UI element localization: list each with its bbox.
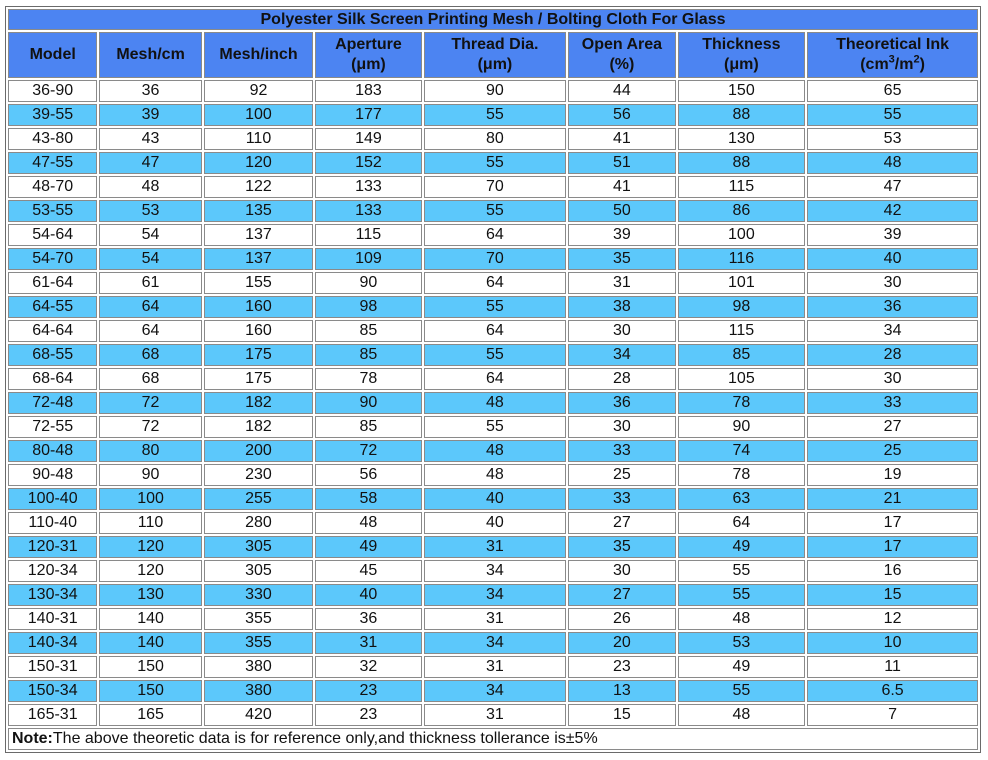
- cell-model: 165-31: [8, 704, 97, 726]
- header-model: Model: [8, 32, 97, 78]
- cell-mesh-cm: 140: [99, 632, 201, 654]
- cell-mesh-inch: 182: [204, 416, 313, 438]
- cell-thread-dia: 55: [424, 152, 567, 174]
- cell-thickness: 86: [678, 200, 806, 222]
- cell-mesh-inch: 380: [204, 656, 313, 678]
- cell-aperture: 90: [315, 392, 421, 414]
- cell-aperture: 72: [315, 440, 421, 462]
- cell-thickness: 101: [678, 272, 806, 294]
- cell-model: 64-64: [8, 320, 97, 342]
- cell-thread-dia: 31: [424, 608, 567, 630]
- header-open-l1: Open Area: [581, 36, 663, 53]
- cell-theoretical-ink: 12: [807, 608, 978, 630]
- cell-mesh-inch: 135: [204, 200, 313, 222]
- header-aperture-l1: Aperture: [335, 36, 402, 53]
- cell-mesh-inch: 160: [204, 296, 313, 318]
- cell-theoretical-ink: 7: [807, 704, 978, 726]
- cell-open-area: 35: [568, 536, 675, 558]
- cell-mesh-cm: 110: [99, 512, 201, 534]
- cell-thread-dia: 55: [424, 296, 567, 318]
- cell-thread-dia: 40: [424, 488, 567, 510]
- header-aperture-l2: (μm): [351, 56, 386, 73]
- cell-model: 140-31: [8, 608, 97, 630]
- cell-open-area: 41: [568, 176, 675, 198]
- cell-theoretical-ink: 65: [807, 80, 978, 102]
- cell-thickness: 98: [678, 296, 806, 318]
- table-row: [8, 224, 978, 246]
- table-row: [8, 80, 978, 102]
- cell-mesh-cm: 130: [99, 584, 201, 606]
- table-row: [8, 584, 978, 606]
- header-row: [8, 32, 978, 78]
- cell-aperture: 177: [315, 104, 421, 126]
- cell-thread-dia: 90: [424, 80, 567, 102]
- header-thickness: [678, 32, 806, 78]
- cell-aperture: 152: [315, 152, 421, 174]
- cell-thickness: 130: [678, 128, 806, 150]
- cell-open-area: 31: [568, 272, 675, 294]
- cell-mesh-cm: 47: [99, 152, 201, 174]
- ink-unit-b: /m: [894, 56, 914, 73]
- cell-mesh-inch: 305: [204, 560, 313, 582]
- cell-mesh-cm: 39: [99, 104, 201, 126]
- cell-mesh-cm: 90: [99, 464, 201, 486]
- cell-open-area: 44: [568, 80, 675, 102]
- cell-model: 43-80: [8, 128, 97, 150]
- table-row: [8, 392, 978, 414]
- cell-thickness: 48: [678, 608, 806, 630]
- cell-mesh-inch: 380: [204, 680, 313, 702]
- cell-open-area: 25: [568, 464, 675, 486]
- cell-thickness: 48: [678, 704, 806, 726]
- cell-thread-dia: 64: [424, 272, 567, 294]
- cell-open-area: 27: [568, 584, 675, 606]
- cell-mesh-inch: 120: [204, 152, 313, 174]
- table-row: [8, 440, 978, 462]
- cell-model: 130-34: [8, 584, 97, 606]
- header-mesh-cm: Mesh/cm: [99, 32, 201, 78]
- table-row: [8, 656, 978, 678]
- cell-open-area: 51: [568, 152, 675, 174]
- cell-mesh-cm: 61: [99, 272, 201, 294]
- cell-thickness: 78: [678, 392, 806, 414]
- ink-unit-c: ): [919, 56, 925, 73]
- ink-unit-sup2: 2: [913, 53, 920, 66]
- cell-model: 61-64: [8, 272, 97, 294]
- header-thread-dia: [424, 32, 567, 78]
- cell-thread-dia: 64: [424, 368, 567, 390]
- cell-model: 54-64: [8, 224, 97, 246]
- table-row: [8, 344, 978, 366]
- cell-aperture: 85: [315, 320, 421, 342]
- cell-aperture: 78: [315, 368, 421, 390]
- table-row: [8, 368, 978, 390]
- cell-thread-dia: 70: [424, 176, 567, 198]
- note-text: The above theoretic data is for reference only,and thickness tollerance is±5%: [52, 730, 598, 747]
- cell-open-area: 36: [568, 392, 675, 414]
- cell-aperture: 85: [315, 416, 421, 438]
- table-row: [8, 200, 978, 222]
- cell-thickness: 88: [678, 104, 806, 126]
- cell-theoretical-ink: 34: [807, 320, 978, 342]
- cell-theoretical-ink: 11: [807, 656, 978, 678]
- cell-model: 120-34: [8, 560, 97, 582]
- cell-theoretical-ink: 30: [807, 368, 978, 390]
- cell-thread-dia: 55: [424, 416, 567, 438]
- cell-thickness: 49: [678, 656, 806, 678]
- cell-thickness: 49: [678, 536, 806, 558]
- table-body: [8, 80, 978, 726]
- cell-mesh-inch: 182: [204, 392, 313, 414]
- cell-thickness: 116: [678, 248, 806, 270]
- cell-aperture: 23: [315, 704, 421, 726]
- mesh-spec-table: [5, 6, 981, 753]
- cell-thickness: 74: [678, 440, 806, 462]
- table-row: [8, 536, 978, 558]
- cell-mesh-inch: 175: [204, 368, 313, 390]
- cell-theoretical-ink: 10: [807, 632, 978, 654]
- cell-thickness: 78: [678, 464, 806, 486]
- cell-thread-dia: 34: [424, 632, 567, 654]
- cell-aperture: 48: [315, 512, 421, 534]
- cell-thread-dia: 31: [424, 704, 567, 726]
- cell-model: 120-31: [8, 536, 97, 558]
- cell-mesh-inch: 175: [204, 344, 313, 366]
- cell-open-area: 33: [568, 488, 675, 510]
- header-ink-l2: [860, 53, 925, 73]
- cell-theoretical-ink: 30: [807, 272, 978, 294]
- cell-mesh-inch: 330: [204, 584, 313, 606]
- table-row: [8, 296, 978, 318]
- cell-model: 150-34: [8, 680, 97, 702]
- table-row: [8, 488, 978, 510]
- cell-aperture: 90: [315, 272, 421, 294]
- table-row: [8, 152, 978, 174]
- cell-thread-dia: 55: [424, 344, 567, 366]
- cell-aperture: 36: [315, 608, 421, 630]
- cell-mesh-cm: 36: [99, 80, 201, 102]
- table-row: [8, 680, 978, 702]
- cell-mesh-cm: 54: [99, 224, 201, 246]
- cell-theoretical-ink: 33: [807, 392, 978, 414]
- cell-theoretical-ink: 17: [807, 536, 978, 558]
- cell-aperture: 183: [315, 80, 421, 102]
- cell-theoretical-ink: 27: [807, 416, 978, 438]
- cell-open-area: 27: [568, 512, 675, 534]
- cell-aperture: 32: [315, 656, 421, 678]
- cell-theoretical-ink: 48: [807, 152, 978, 174]
- cell-mesh-inch: 155: [204, 272, 313, 294]
- cell-open-area: 39: [568, 224, 675, 246]
- spec-table-container: [5, 6, 981, 753]
- cell-mesh-cm: 68: [99, 344, 201, 366]
- cell-thickness: 115: [678, 320, 806, 342]
- cell-theoretical-ink: 17: [807, 512, 978, 534]
- cell-theoretical-ink: 28: [807, 344, 978, 366]
- cell-thread-dia: 70: [424, 248, 567, 270]
- cell-thickness: 115: [678, 176, 806, 198]
- cell-model: 150-31: [8, 656, 97, 678]
- table-row: [8, 632, 978, 654]
- cell-thread-dia: 34: [424, 584, 567, 606]
- table-row: [8, 512, 978, 534]
- cell-mesh-cm: 64: [99, 320, 201, 342]
- cell-thread-dia: 48: [424, 440, 567, 462]
- cell-thread-dia: 55: [424, 200, 567, 222]
- cell-mesh-inch: 355: [204, 632, 313, 654]
- cell-mesh-cm: 120: [99, 560, 201, 582]
- note-label: Note:: [12, 730, 53, 747]
- cell-thread-dia: 64: [424, 224, 567, 246]
- cell-theoretical-ink: 36: [807, 296, 978, 318]
- table-row: [8, 104, 978, 126]
- cell-model: 36-90: [8, 80, 97, 102]
- cell-theoretical-ink: 55: [807, 104, 978, 126]
- cell-mesh-cm: 64: [99, 296, 201, 318]
- table-row: [8, 128, 978, 150]
- header-ink-l1: Theoretical Ink: [836, 36, 950, 53]
- cell-mesh-cm: 150: [99, 680, 201, 702]
- cell-model: 48-70: [8, 176, 97, 198]
- cell-thickness: 53: [678, 632, 806, 654]
- cell-aperture: 98: [315, 296, 421, 318]
- cell-aperture: 56: [315, 464, 421, 486]
- cell-thickness: 55: [678, 680, 806, 702]
- cell-mesh-cm: 72: [99, 392, 201, 414]
- cell-mesh-cm: 48: [99, 176, 201, 198]
- cell-model: 72-48: [8, 392, 97, 414]
- cell-aperture: 23: [315, 680, 421, 702]
- cell-mesh-inch: 160: [204, 320, 313, 342]
- cell-theoretical-ink: 16: [807, 560, 978, 582]
- cell-thread-dia: 40: [424, 512, 567, 534]
- cell-aperture: 85: [315, 344, 421, 366]
- cell-model: 68-64: [8, 368, 97, 390]
- ink-unit-sup1: 3: [888, 53, 895, 66]
- cell-theoretical-ink: 39: [807, 224, 978, 246]
- table-title: Polyester Silk Screen Printing Mesh / Bolting Cloth For Glass: [8, 9, 978, 30]
- cell-mesh-inch: 305: [204, 536, 313, 558]
- cell-thickness: 105: [678, 368, 806, 390]
- cell-thickness: 88: [678, 152, 806, 174]
- cell-theoretical-ink: 19: [807, 464, 978, 486]
- cell-open-area: 35: [568, 248, 675, 270]
- cell-mesh-cm: 165: [99, 704, 201, 726]
- header-theoretical-ink: [807, 32, 978, 78]
- header-open-area: [568, 32, 675, 78]
- cell-thread-dia: 34: [424, 680, 567, 702]
- cell-mesh-inch: 230: [204, 464, 313, 486]
- cell-model: 100-40: [8, 488, 97, 510]
- cell-theoretical-ink: 15: [807, 584, 978, 606]
- cell-model: 110-40: [8, 512, 97, 534]
- cell-thickness: 90: [678, 416, 806, 438]
- cell-open-area: 28: [568, 368, 675, 390]
- cell-model: 54-70: [8, 248, 97, 270]
- cell-aperture: 109: [315, 248, 421, 270]
- cell-mesh-cm: 68: [99, 368, 201, 390]
- cell-thread-dia: 55: [424, 104, 567, 126]
- cell-aperture: 45: [315, 560, 421, 582]
- header-thick-l1: Thickness: [702, 36, 781, 53]
- cell-theoretical-ink: 40: [807, 248, 978, 270]
- cell-mesh-cm: 120: [99, 536, 201, 558]
- cell-model: 140-34: [8, 632, 97, 654]
- cell-thickness: 55: [678, 584, 806, 606]
- cell-aperture: 31: [315, 632, 421, 654]
- cell-mesh-cm: 80: [99, 440, 201, 462]
- table-row: [8, 248, 978, 270]
- cell-open-area: 13: [568, 680, 675, 702]
- cell-mesh-inch: 92: [204, 80, 313, 102]
- cell-mesh-inch: 420: [204, 704, 313, 726]
- cell-open-area: 30: [568, 560, 675, 582]
- cell-model: 39-55: [8, 104, 97, 126]
- cell-mesh-inch: 137: [204, 248, 313, 270]
- table-row: [8, 416, 978, 438]
- cell-model: 68-55: [8, 344, 97, 366]
- cell-aperture: 133: [315, 176, 421, 198]
- cell-mesh-inch: 110: [204, 128, 313, 150]
- cell-model: 72-55: [8, 416, 97, 438]
- cell-aperture: 49: [315, 536, 421, 558]
- cell-open-area: 20: [568, 632, 675, 654]
- cell-model: 90-48: [8, 464, 97, 486]
- cell-aperture: 149: [315, 128, 421, 150]
- header-thread-l2: (μm): [477, 56, 513, 73]
- cell-mesh-cm: 100: [99, 488, 201, 510]
- table-row: [8, 272, 978, 294]
- cell-theoretical-ink: 25: [807, 440, 978, 462]
- cell-mesh-inch: 122: [204, 176, 313, 198]
- cell-thread-dia: 48: [424, 464, 567, 486]
- cell-open-area: 15: [568, 704, 675, 726]
- cell-mesh-inch: 280: [204, 512, 313, 534]
- cell-theoretical-ink: 21: [807, 488, 978, 510]
- cell-mesh-cm: 43: [99, 128, 201, 150]
- cell-thickness: 55: [678, 560, 806, 582]
- cell-mesh-inch: 355: [204, 608, 313, 630]
- cell-thread-dia: 31: [424, 536, 567, 558]
- cell-aperture: 40: [315, 584, 421, 606]
- cell-mesh-cm: 150: [99, 656, 201, 678]
- cell-open-area: 56: [568, 104, 675, 126]
- cell-mesh-inch: 255: [204, 488, 313, 510]
- cell-aperture: 115: [315, 224, 421, 246]
- table-row: [8, 176, 978, 198]
- cell-open-area: 41: [568, 128, 675, 150]
- cell-thickness: 150: [678, 80, 806, 102]
- cell-open-area: 30: [568, 320, 675, 342]
- cell-thread-dia: 34: [424, 560, 567, 582]
- cell-thread-dia: 31: [424, 656, 567, 678]
- cell-thickness: 64: [678, 512, 806, 534]
- cell-mesh-inch: 100: [204, 104, 313, 126]
- cell-theoretical-ink: 42: [807, 200, 978, 222]
- cell-mesh-cm: 53: [99, 200, 201, 222]
- cell-open-area: 38: [568, 296, 675, 318]
- cell-thread-dia: 64: [424, 320, 567, 342]
- header-aperture: [315, 32, 421, 78]
- cell-open-area: 26: [568, 608, 675, 630]
- cell-theoretical-ink: 47: [807, 176, 978, 198]
- cell-mesh-cm: 72: [99, 416, 201, 438]
- table-row: [8, 320, 978, 342]
- cell-mesh-cm: 140: [99, 608, 201, 630]
- cell-mesh-inch: 137: [204, 224, 313, 246]
- cell-model: 64-55: [8, 296, 97, 318]
- table-row: [8, 704, 978, 726]
- cell-thickness: 100: [678, 224, 806, 246]
- cell-mesh-cm: 54: [99, 248, 201, 270]
- cell-aperture: 58: [315, 488, 421, 510]
- note-cell: [8, 728, 978, 750]
- cell-mesh-inch: 200: [204, 440, 313, 462]
- ink-unit-a: (cm: [860, 56, 889, 73]
- cell-model: 53-55: [8, 200, 97, 222]
- cell-open-area: 33: [568, 440, 675, 462]
- cell-aperture: 133: [315, 200, 421, 222]
- cell-open-area: 50: [568, 200, 675, 222]
- cell-model: 80-48: [8, 440, 97, 462]
- cell-open-area: 30: [568, 416, 675, 438]
- header-thread-l1: Thread Dia.: [451, 36, 539, 53]
- table-row: [8, 608, 978, 630]
- table-row: [8, 560, 978, 582]
- cell-theoretical-ink: 53: [807, 128, 978, 150]
- cell-open-area: 23: [568, 656, 675, 678]
- cell-open-area: 34: [568, 344, 675, 366]
- cell-thread-dia: 48: [424, 392, 567, 414]
- cell-thickness: 85: [678, 344, 806, 366]
- cell-thread-dia: 80: [424, 128, 567, 150]
- cell-model: 47-55: [8, 152, 97, 174]
- cell-thickness: 63: [678, 488, 806, 510]
- table-row: [8, 464, 978, 486]
- header-open-l2: (%): [609, 56, 635, 73]
- header-mesh-inch: Mesh/inch: [204, 32, 313, 78]
- cell-theoretical-ink: 6.5: [807, 680, 978, 702]
- header-thick-l2: (μm): [724, 56, 759, 73]
